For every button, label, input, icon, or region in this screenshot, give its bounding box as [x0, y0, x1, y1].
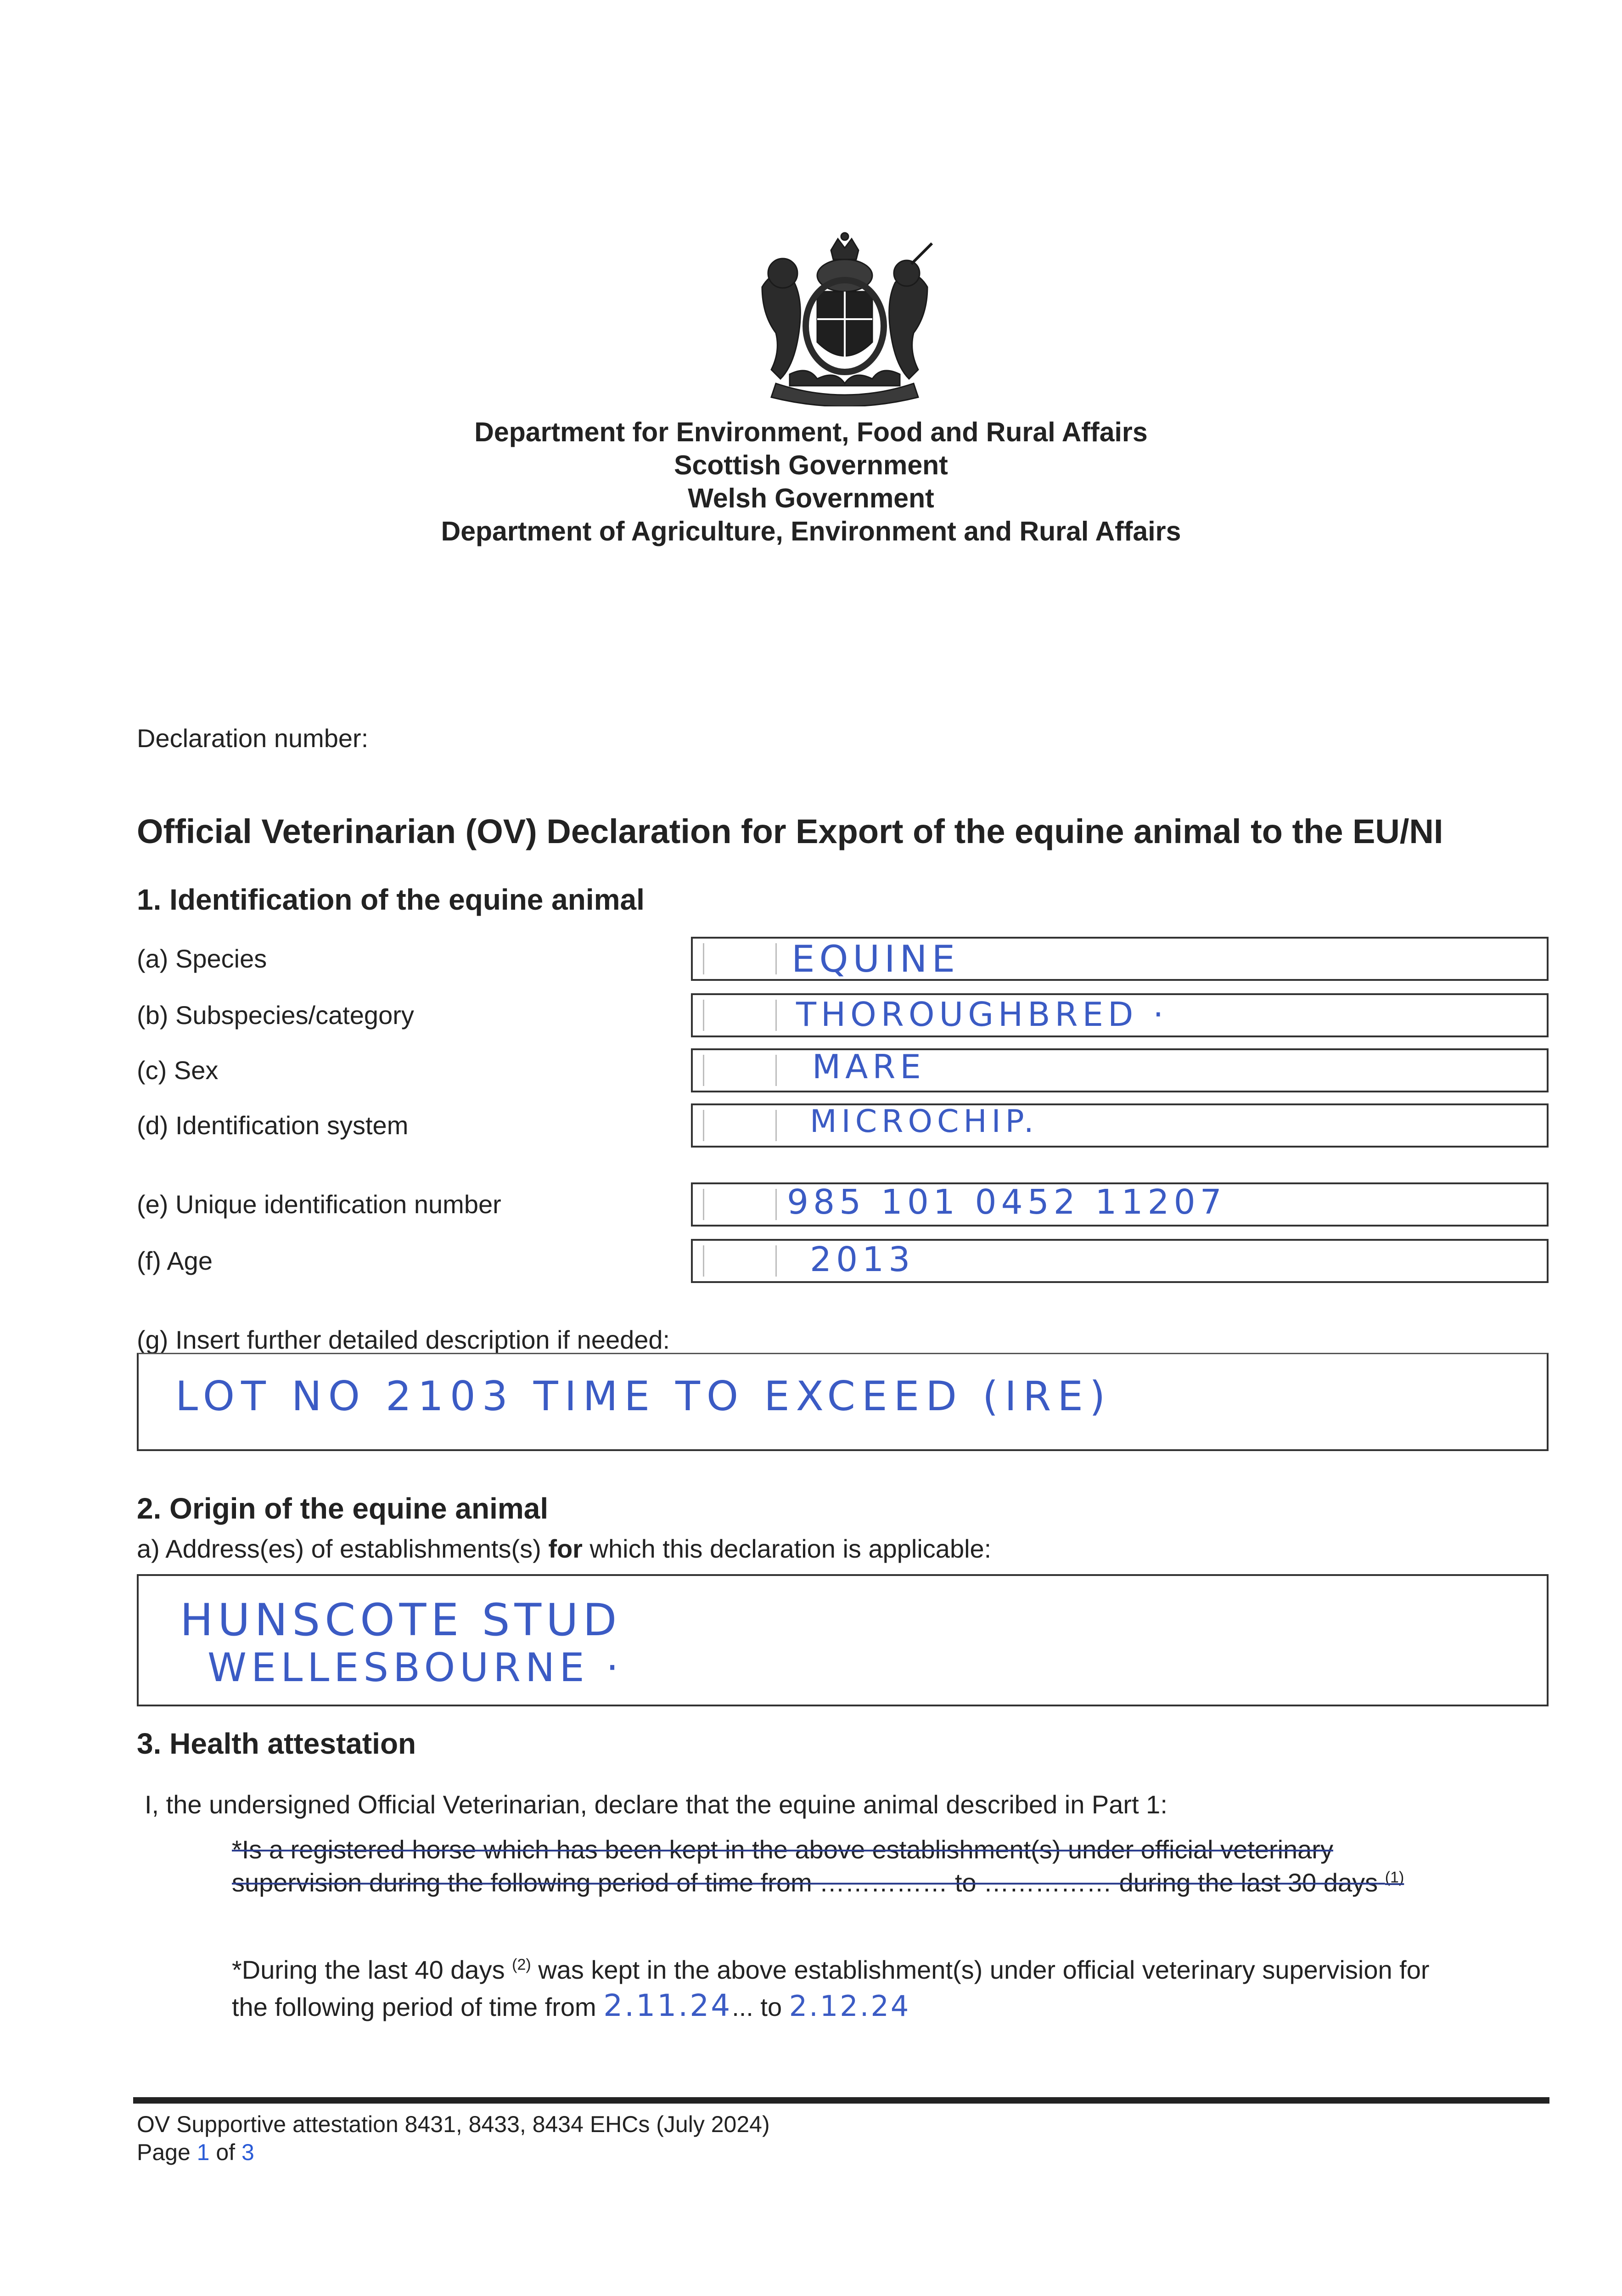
- sex-field[interactable]: [691, 1048, 1549, 1092]
- department-welsh-government: Welsh Government: [688, 483, 934, 513]
- footer-divider: [133, 2097, 1549, 2104]
- department-defra: Department for Environment, Food and Rural Affairs: [474, 417, 1148, 447]
- option2-line2: the following period of time from 2.11.24... to 2.12.24: [232, 1988, 911, 2023]
- department-daera: Department of Agriculture, Environment and Rural Affairs: [441, 516, 1181, 546]
- footer-form-reference: OV Supportive attestation 8431, 8433, 8434 EHCs (July 2024): [137, 2111, 770, 2137]
- further-description-label: (g) Insert further detailed description if needed:: [137, 1325, 670, 1354]
- age-value: 2013: [810, 1240, 915, 1279]
- option1-line2: supervision during the following period of time from …………… to …………… during the last 30 days $^{(1)}$: [232, 1868, 1404, 1897]
- age-label: (f) Age: [137, 1246, 213, 1275]
- sex-label: (c) Sex: [137, 1056, 219, 1085]
- royal-coat-of-arms-icon: [744, 232, 946, 406]
- date-from: 2.11.24: [603, 1988, 732, 2023]
- subspecies-field[interactable]: [691, 993, 1549, 1037]
- footnote-ref-1: (1): [1385, 1868, 1404, 1886]
- section1-heading: 1. Identification of the equine animal: [137, 883, 645, 916]
- option2-line1: *During the last 40 days $^{(2)}$ was kept in the above establishment(s) under official veterinary supervision for: [232, 1955, 1430, 1984]
- department-scottish-government: Scottish Government: [674, 450, 948, 480]
- address-line1: HUNSCOTE STUD: [180, 1594, 622, 1646]
- option1-line1: *Is a registered horse which has been kept in the above establishment(s) under official veterinary: [232, 1835, 1333, 1864]
- subspecies-label: (b) Subspecies/category: [137, 1001, 414, 1030]
- species-label: (a) Species: [137, 944, 267, 973]
- species-value: EQUINE: [791, 938, 960, 980]
- age-field[interactable]: [691, 1239, 1549, 1283]
- address-line2: WELLESBOURNE ·: [208, 1645, 623, 1691]
- footer-page-number: Page 1 of 3: [137, 2139, 254, 2165]
- further-description-value: LOT NO 2103 TIME TO EXCEED (IRE): [175, 1373, 1112, 1420]
- page-title: Official Veterinarian (OV) Declaration for Export of the equine animal to the EU/NI: [137, 812, 1443, 850]
- subspecies-value: THOROUGHBRED ·: [796, 995, 1168, 1034]
- date-to: 2.12.24: [789, 1989, 911, 2023]
- health-attestation-intro: I, the undersigned Official Veterinarian, declare that the equine animal described in Part 1:: [145, 1790, 1167, 1819]
- establishment-address-label: a) Address(es) of establishments(s) for which this declaration is applicable:: [137, 1534, 992, 1563]
- species-field[interactable]: [691, 937, 1549, 981]
- establishment-address-field[interactable]: [137, 1574, 1549, 1706]
- identification-system-label: (d) Identification system: [137, 1111, 409, 1140]
- unique-id-field[interactable]: [691, 1182, 1549, 1227]
- sex-value: MARE: [812, 1047, 926, 1086]
- unique-id-value: 985 101 0452 11207: [787, 1182, 1226, 1222]
- section2-heading: 2. Origin of the equine animal: [137, 1492, 549, 1525]
- identification-system-value: MICROCHIP.: [810, 1103, 1038, 1140]
- identification-system-field[interactable]: [691, 1103, 1549, 1148]
- declaration-number-label: Declaration number:: [137, 724, 369, 753]
- unique-id-label: (e) Unique identification number: [137, 1190, 501, 1219]
- section3-heading: 3. Health attestation: [137, 1727, 416, 1760]
- footnote-ref-2: (2): [512, 1956, 531, 1974]
- further-description-field[interactable]: [137, 1353, 1549, 1451]
